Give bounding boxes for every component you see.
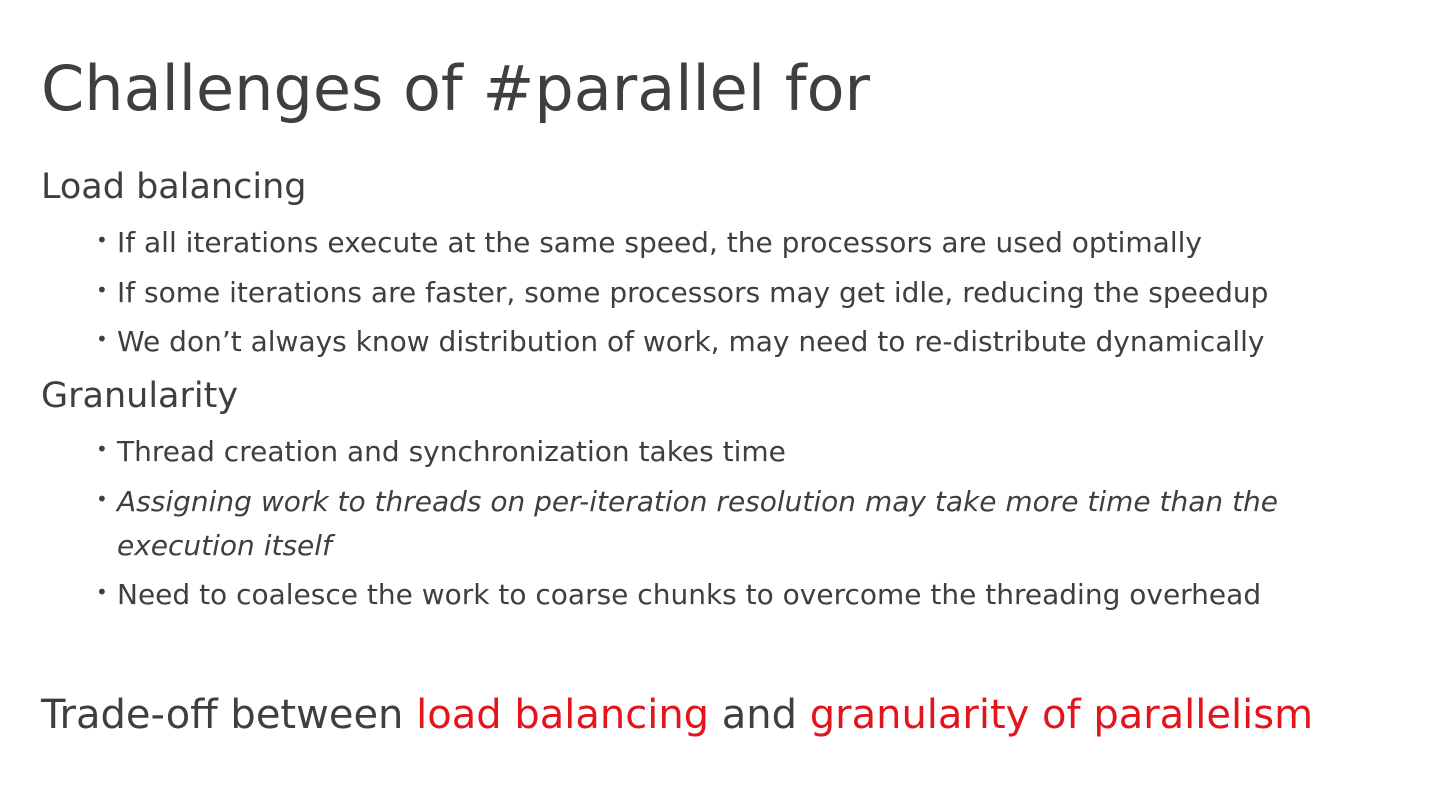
bullet-text: Assigning work to threads on per-iteration resolution may take more time than the execution itself	[117, 484, 1279, 562]
bullet-item	[0, 221, 1397, 265]
bullet-item	[0, 573, 1397, 617]
bullet-item	[0, 430, 1397, 474]
bullet-item	[0, 480, 1407, 568]
bullet-list-load-balancing	[0, 221, 1397, 370]
section-heading-granularity: Granularity	[41, 376, 239, 416]
tradeoff-middle: and	[709, 692, 810, 738]
bullet-dot-icon: •	[96, 437, 108, 461]
bullet-item	[0, 271, 1397, 315]
bullet-text: We don’t always know distribution of work, may need to re-distribute dynamically	[117, 325, 1265, 358]
bullet-text: Need to coalesce the work to coarse chunks to overcome the threading overhead	[117, 578, 1262, 611]
tradeoff-statement	[41, 690, 1313, 740]
bullet-text: If some iterations are faster, some processors may get idle, reducing the speedup	[117, 275, 1269, 309]
bullet-list-granularity	[0, 430, 1407, 623]
bullet-dot-icon: •	[96, 327, 108, 351]
tradeoff-prefix: Trade-off between	[41, 692, 417, 738]
tradeoff-highlight-load-balancing: load balancing	[416, 692, 710, 738]
bullet-dot-icon: •	[96, 277, 108, 302]
section-heading-load-balancing: Load balancing	[41, 167, 307, 207]
tradeoff-highlight-granularity: granularity of parallelism	[809, 692, 1314, 738]
bullet-text: Thread creation and synchronization takes time	[117, 435, 786, 468]
bullet-dot-icon: •	[96, 228, 108, 252]
bullet-dot-icon: •	[96, 580, 108, 604]
bullet-dot-icon: •	[96, 486, 108, 511]
slide-title: Challenges of #parallel for	[41, 52, 871, 125]
bullet-item	[0, 320, 1397, 364]
bullet-text: If all iterations execute at the same speed, the processors are used optimally	[117, 226, 1202, 259]
